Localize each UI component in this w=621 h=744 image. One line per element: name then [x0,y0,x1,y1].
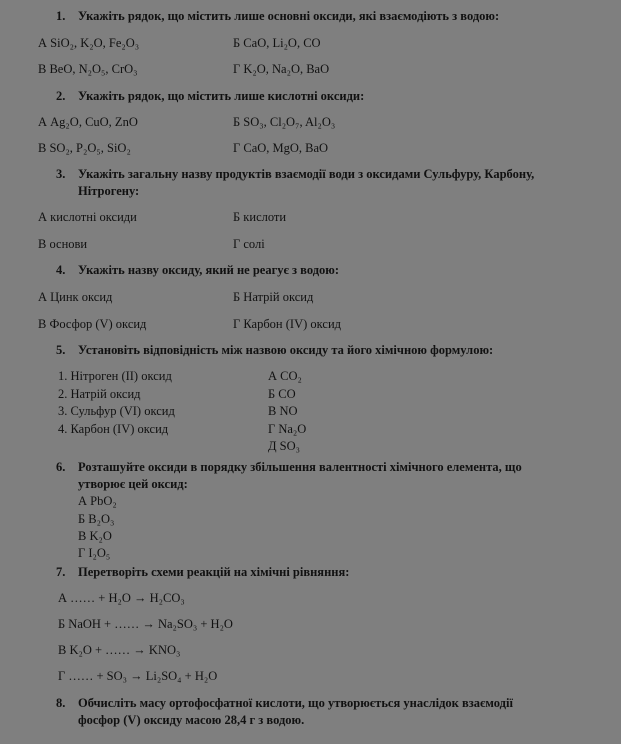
order-item: Г I₂O₅ [78,546,111,560]
question-number: 8. [56,696,66,710]
option-v: В основи [38,237,88,251]
question-3-continued: Нітрогену: [78,184,140,198]
match-right-item: Г Na₂O [268,422,307,436]
question-7 [56,564,349,581]
match-left-item: 1. Нітроген (II) оксид [58,369,172,383]
question-3 [56,166,534,183]
option-b: Б SO₃, Cl₂O₇, Al₂O₃ [233,115,336,129]
question-6 [56,459,522,476]
question-text: Укажіть рядок, що містить лише кислотні оксиди: [78,89,365,103]
question-number: 3. [56,167,66,181]
match-left-item: 2. Натрій оксид [58,387,141,401]
option-a: А SiO₂, K₂O, Fe₂O₃ [38,36,140,50]
question-number: 2. [56,89,66,103]
question-2 [56,88,364,105]
option-v: В SO₂, P₂O₅, SiO₂ [38,141,131,155]
option-g: Г солі [233,237,265,251]
reaction-scheme: В K₂O + …… → KNO₃ [58,643,181,657]
order-item: А PbO₂ [78,494,117,508]
question-text: Укажіть рядок, що містить лише основні оксиди, які взаємодіють з водою: [78,9,500,23]
question-text: Обчисліть масу ортофосфатної кислоти, що утворюється унаслідок взаємодії [78,696,513,710]
question-8-continued: фосфор (V) оксиду масою 28,4 г з водою. [78,713,305,727]
match-left-item: 4. Карбон (IV) оксид [58,422,169,436]
question-5 [56,342,493,359]
question-number: 4. [56,263,66,277]
option-a: А Цинк оксид [38,290,113,304]
option-b: Б CaO, Li₂O, CO [233,36,321,50]
option-a: А кислотні оксиди [38,210,137,224]
question-8 [56,695,513,712]
question-text: Установіть відповідність між назвою оксиду та його хімічною формулою: [78,343,494,357]
question-number: 5. [56,343,66,357]
reaction-scheme: А …… + H₂O → H₂CO₃ [58,591,185,605]
option-a: А Ag₂O, CuO, ZnO [38,115,138,129]
option-v: В Фосфор (V) оксид [38,317,147,331]
order-item: Б B₂O₃ [78,512,115,526]
match-right-item: В NO [268,404,298,418]
question-number: 6. [56,460,66,474]
match-right-item: Д SO₃ [268,439,300,453]
option-v: В BeO, N₂O₅, CrO₃ [38,62,138,76]
question-text: Перетворіть схеми реакцій на хімічні рівняння: [78,565,350,579]
question-1 [56,8,499,25]
question-text: Розташуйте оксиди в порядку збільшення валентності хімічного елемента, що [78,460,522,474]
option-g: Г Карбон (IV) оксид [233,317,341,331]
option-b: Б кислоти [233,210,287,224]
match-right-item: Б CO [268,387,296,401]
match-left-item: 3. Сульфур (VI) оксид [58,404,175,418]
question-6-continued: утворює цей оксид: [78,477,188,491]
reaction-scheme: Б NaOH + …… → Na₂SO₃ + H₂O [58,617,233,631]
reaction-scheme: Г …… + SO₃ → Li₂SO₄ + H₂O [58,669,218,683]
question-number: 7. [56,565,66,579]
option-g: Г CaO, MgO, BaO [233,141,329,155]
order-item: В K₂O [78,529,112,543]
question-4 [56,262,339,279]
question-text: Укажіть загальну назву продуктів взаємодії води з оксидами Сульфуру, Карбону, [78,167,535,181]
question-text: Укажіть назву оксиду, який не реагує з водою: [78,263,340,277]
option-b: Б Натрій оксид [233,290,314,304]
question-number: 1. [56,9,66,23]
match-right-item: А CO₂ [268,369,302,383]
option-g: Г K₂O, Na₂O, BaO [233,62,330,76]
